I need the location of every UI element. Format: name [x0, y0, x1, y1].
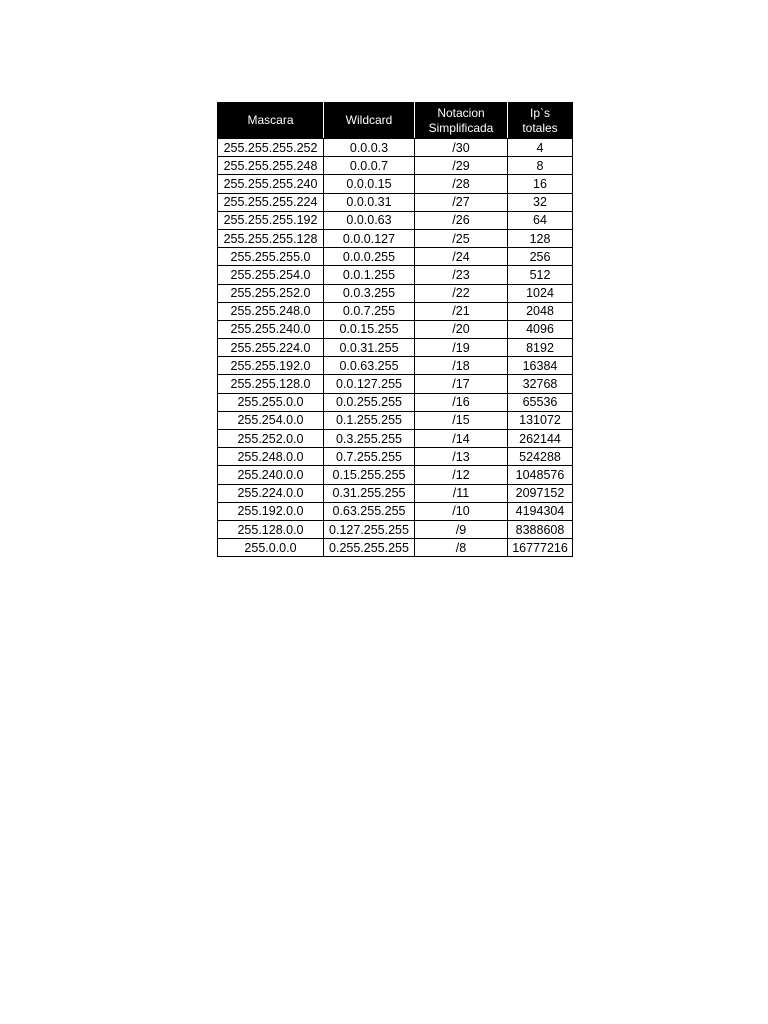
mascara-cell: 255.255.255.0: [218, 248, 324, 266]
mascara-cell: 255.224.0.0: [218, 484, 324, 502]
notacion-cell: /18: [415, 357, 508, 375]
table-row: [218, 266, 573, 284]
notacion-cell: /23: [415, 266, 508, 284]
notacion-cell: /11: [415, 484, 508, 502]
wildcard-cell: 0.3.255.255: [324, 430, 415, 448]
mascara-cell: 255.248.0.0: [218, 448, 324, 466]
ips-totales-cell: 8: [508, 157, 573, 175]
wildcard-cell: 0.0.0.31: [324, 193, 415, 211]
table-row: [218, 430, 573, 448]
ips-totales-cell: 32: [508, 193, 573, 211]
notacion-cell: /29: [415, 157, 508, 175]
table-header-row: [218, 103, 573, 139]
notacion-cell: /19: [415, 339, 508, 357]
table-row: [218, 229, 573, 247]
table-row: [218, 375, 573, 393]
ips-totales-cell: 4096: [508, 320, 573, 338]
table-row: [218, 520, 573, 538]
wildcard-cell: 0.0.0.7: [324, 157, 415, 175]
notacion-cell: /9: [415, 520, 508, 538]
ips-totales-cell: 512: [508, 266, 573, 284]
mascara-cell: 255.255.128.0: [218, 375, 324, 393]
wildcard-cell: 0.0.15.255: [324, 320, 415, 338]
notacion-cell: /24: [415, 248, 508, 266]
wildcard-cell: 0.0.63.255: [324, 357, 415, 375]
mascara-cell: 255.255.252.0: [218, 284, 324, 302]
wildcard-cell: 0.0.0.255: [324, 248, 415, 266]
table-row: [218, 320, 573, 338]
subnet-mask-table: [217, 102, 573, 557]
wildcard-cell: 0.0.0.127: [324, 229, 415, 247]
table-row: [218, 284, 573, 302]
notacion-cell: /13: [415, 448, 508, 466]
wildcard-cell: 0.0.0.63: [324, 211, 415, 229]
table-row: [218, 448, 573, 466]
mascara-cell: 255.128.0.0: [218, 520, 324, 538]
mascara-cell: 255.252.0.0: [218, 430, 324, 448]
table-row: [218, 175, 573, 193]
table-row: [218, 393, 573, 411]
table-body: [218, 139, 573, 557]
ips-totales-cell: 16: [508, 175, 573, 193]
ips-totales-cell: 524288: [508, 448, 573, 466]
table-row: [218, 539, 573, 557]
wildcard-cell: 0.255.255.255: [324, 539, 415, 557]
notacion-cell: /25: [415, 229, 508, 247]
notacion-cell: /15: [415, 411, 508, 429]
ips-totales-cell: 8388608: [508, 520, 573, 538]
ips-totales-cell: 64: [508, 211, 573, 229]
table-row: [218, 411, 573, 429]
wildcard-cell: 0.0.1.255: [324, 266, 415, 284]
table-row: [218, 211, 573, 229]
ips-totales-cell: 2048: [508, 302, 573, 320]
mascara-cell: 255.255.192.0: [218, 357, 324, 375]
wildcard-cell: 0.0.127.255: [324, 375, 415, 393]
mascara-cell: 255.255.240.0: [218, 320, 324, 338]
mascara-cell: 255.255.255.240: [218, 175, 324, 193]
wildcard-cell: 0.31.255.255: [324, 484, 415, 502]
mascara-cell: 255.192.0.0: [218, 502, 324, 520]
notacion-cell: /20: [415, 320, 508, 338]
ips-totales-cell: 131072: [508, 411, 573, 429]
ips-totales-cell: 8192: [508, 339, 573, 357]
mascara-cell: 255.255.255.248: [218, 157, 324, 175]
ips-totales-cell: 16384: [508, 357, 573, 375]
ips-totales-cell: 128: [508, 229, 573, 247]
mascara-cell: 255.255.255.252: [218, 139, 324, 157]
wildcard-cell: 0.0.0.3: [324, 139, 415, 157]
notacion-cell: /12: [415, 466, 508, 484]
header-ips-totales: Ip`s totales: [508, 103, 573, 139]
header-mascara: Mascara: [218, 103, 324, 139]
table-row: [218, 357, 573, 375]
header-wildcard: Wildcard: [324, 103, 415, 139]
table-row: [218, 502, 573, 520]
wildcard-cell: 0.0.3.255: [324, 284, 415, 302]
table-row: [218, 193, 573, 211]
wildcard-cell: 0.0.255.255: [324, 393, 415, 411]
notacion-cell: /10: [415, 502, 508, 520]
mascara-cell: 255.240.0.0: [218, 466, 324, 484]
notacion-cell: /21: [415, 302, 508, 320]
ips-totales-cell: 2097152: [508, 484, 573, 502]
notacion-cell: /27: [415, 193, 508, 211]
mascara-cell: 255.254.0.0: [218, 411, 324, 429]
wildcard-cell: 0.63.255.255: [324, 502, 415, 520]
ips-totales-cell: 256: [508, 248, 573, 266]
mascara-cell: 255.255.255.224: [218, 193, 324, 211]
notacion-cell: /22: [415, 284, 508, 302]
ips-totales-cell: 4194304: [508, 502, 573, 520]
notacion-cell: /16: [415, 393, 508, 411]
mascara-cell: 255.255.255.192: [218, 211, 324, 229]
ips-totales-cell: 1024: [508, 284, 573, 302]
notacion-cell: /28: [415, 175, 508, 193]
wildcard-cell: 0.0.0.15: [324, 175, 415, 193]
notacion-cell: /26: [415, 211, 508, 229]
notacion-cell: /14: [415, 430, 508, 448]
mascara-cell: 255.0.0.0: [218, 539, 324, 557]
notacion-cell: /17: [415, 375, 508, 393]
wildcard-cell: 0.0.7.255: [324, 302, 415, 320]
table-row: [218, 139, 573, 157]
table-row: [218, 302, 573, 320]
ips-totales-cell: 32768: [508, 375, 573, 393]
wildcard-cell: 0.1.255.255: [324, 411, 415, 429]
notacion-cell: /8: [415, 539, 508, 557]
ips-totales-cell: 1048576: [508, 466, 573, 484]
mascara-cell: 255.255.255.128: [218, 229, 324, 247]
table-row: [218, 248, 573, 266]
mascara-cell: 255.255.224.0: [218, 339, 324, 357]
mascara-cell: 255.255.254.0: [218, 266, 324, 284]
ips-totales-cell: 4: [508, 139, 573, 157]
ips-totales-cell: 16777216: [508, 539, 573, 557]
header-notacion-simplificada: Notacion Simplificada: [415, 103, 508, 139]
notacion-cell: /30: [415, 139, 508, 157]
table-row: [218, 339, 573, 357]
table-row: [218, 157, 573, 175]
mascara-cell: 255.255.0.0: [218, 393, 324, 411]
table-row: [218, 466, 573, 484]
wildcard-cell: 0.15.255.255: [324, 466, 415, 484]
table-row: [218, 484, 573, 502]
wildcard-cell: 0.0.31.255: [324, 339, 415, 357]
mascara-cell: 255.255.248.0: [218, 302, 324, 320]
ips-totales-cell: 262144: [508, 430, 573, 448]
ips-totales-cell: 65536: [508, 393, 573, 411]
wildcard-cell: 0.7.255.255: [324, 448, 415, 466]
wildcard-cell: 0.127.255.255: [324, 520, 415, 538]
